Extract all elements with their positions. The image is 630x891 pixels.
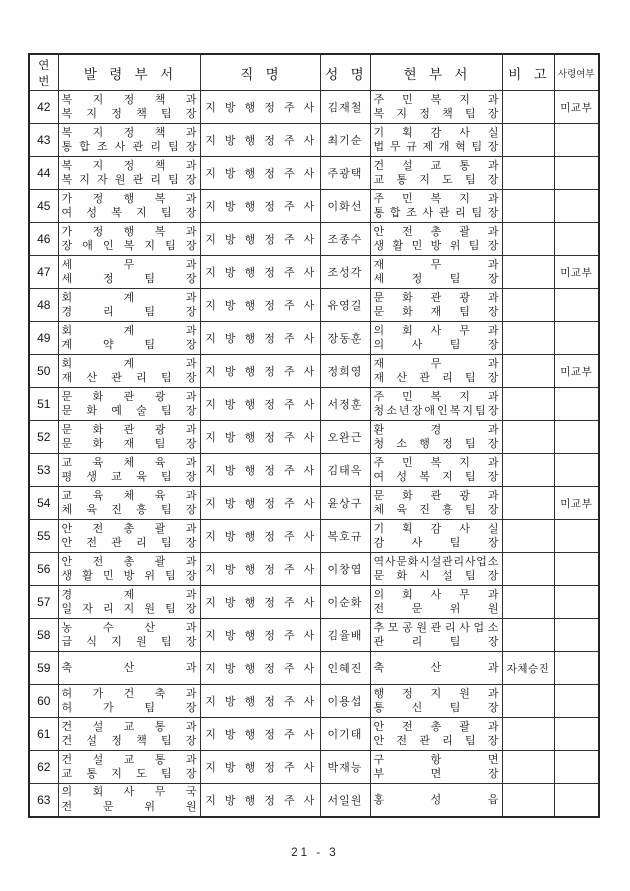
remarks-cell (502, 190, 554, 223)
current-department-cell (370, 223, 502, 256)
name-cell: 유영길 (320, 289, 370, 322)
table-row (29, 91, 599, 124)
name-cell: 복호규 (320, 520, 370, 553)
current-department-cell (370, 289, 502, 322)
table-row (29, 553, 599, 586)
remarks-cell (502, 91, 554, 124)
issuance-status-cell (554, 322, 599, 355)
department-line: 재 산 관 리 팀 장 (373, 372, 499, 384)
department-line: 복 지 정 책 팀 장 (61, 108, 197, 120)
row-serial-number: 45 (29, 190, 58, 223)
row-serial-number: 48 (29, 289, 58, 322)
remarks-cell (502, 355, 554, 388)
department-line: 체 육 진 흥 팀 장 (373, 504, 499, 516)
department-line: 세 정 팀 장 (61, 273, 197, 285)
assigned-department-cell (58, 520, 200, 553)
assigned-department-cell (58, 784, 200, 817)
department-line: 청 소 행 정 팀 장 (373, 438, 499, 450)
table-row (29, 784, 599, 817)
assigned-department-cell (58, 91, 200, 124)
department-line: 경 리 팀 장 (61, 306, 197, 318)
department-line: 건 설 정 책 팀 장 (61, 735, 197, 747)
name-cell: 이창엽 (320, 553, 370, 586)
name-cell: 주광택 (320, 157, 370, 190)
issuance-status-cell (554, 586, 599, 619)
issuance-status-cell (554, 454, 599, 487)
issuance-status-cell (554, 421, 599, 454)
table-row (29, 718, 599, 751)
name-cell: 서정훈 (320, 388, 370, 421)
remarks-cell (502, 520, 554, 553)
current-department-cell (370, 157, 502, 190)
row-serial-number: 57 (29, 586, 58, 619)
current-department-cell (370, 322, 502, 355)
remarks-cell (502, 619, 554, 652)
header-issuance-status: 사령여부 (554, 54, 599, 91)
department-line: 복 지 정 책 팀 장 (373, 108, 499, 120)
remarks-cell (502, 784, 554, 817)
assigned-department-cell (58, 322, 200, 355)
name-cell: 이화선 (320, 190, 370, 223)
department-line: 통 신 팀 장 (373, 702, 499, 714)
issuance-status-cell (554, 685, 599, 718)
current-department-cell (370, 619, 502, 652)
department-line: 회 계 과 (61, 291, 197, 304)
row-serial-number: 51 (29, 388, 58, 421)
current-department-cell (370, 652, 502, 685)
department-line: 여 성 복 지 팀 장 (373, 471, 499, 483)
job-title-cell: 지 방 행 정 주 사 (200, 784, 320, 817)
table-row (29, 256, 599, 289)
job-title-cell: 지 방 행 정 주 사 (200, 553, 320, 586)
current-department-cell (370, 256, 502, 289)
issuance-status-cell (554, 718, 599, 751)
row-serial-number: 54 (29, 487, 58, 520)
issuance-status-cell: 미교부 (554, 355, 599, 388)
issuance-status-cell (554, 157, 599, 190)
assigned-department-cell (58, 157, 200, 190)
assigned-department-cell (58, 124, 200, 157)
current-department-cell (370, 421, 502, 454)
assigned-department-cell (58, 421, 200, 454)
department-line: 기 획 감 사 실 (373, 522, 499, 535)
department-line: 문 화 시 설 팀 장 (373, 570, 499, 582)
department-line: 전 문 위 원 (373, 603, 499, 615)
name-cell: 김재철 (320, 91, 370, 124)
department-line: 여 성 복 지 팀 장 (61, 207, 197, 219)
table-row (29, 289, 599, 322)
table-row (29, 586, 599, 619)
issuance-status-cell (554, 553, 599, 586)
remarks-cell (502, 553, 554, 586)
assigned-department-cell (58, 289, 200, 322)
job-title-cell: 지 방 행 정 주 사 (200, 91, 320, 124)
department-line: 허 가 팀 장 (61, 702, 197, 714)
job-title-cell: 지 방 행 정 주 사 (200, 586, 320, 619)
name-cell: 조성각 (320, 256, 370, 289)
job-title-cell: 지 방 행 정 주 사 (200, 256, 320, 289)
current-department-cell (370, 124, 502, 157)
department-line: 회 계 과 (61, 324, 197, 337)
remarks-cell (502, 322, 554, 355)
assigned-department-cell (58, 553, 200, 586)
name-cell: 이순화 (320, 586, 370, 619)
assigned-department-cell (58, 223, 200, 256)
department-line: 주 민 복 지 과 (373, 93, 499, 106)
row-serial-number: 46 (29, 223, 58, 256)
remarks-cell (502, 586, 554, 619)
department-line: 통 합 조 사 관 리 팀 장 (61, 141, 197, 153)
header-serial-number: 연번 (29, 54, 58, 91)
row-serial-number: 58 (29, 619, 58, 652)
issuance-status-cell (554, 652, 599, 685)
department-line: 생 활 민 방 위 팀 장 (61, 570, 197, 582)
table-row (29, 421, 599, 454)
job-title-cell: 지 방 행 정 주 사 (200, 718, 320, 751)
department-line: 문 화 관 광 과 (373, 489, 499, 502)
row-serial-number: 47 (29, 256, 58, 289)
table-row (29, 388, 599, 421)
assigned-department-cell (58, 388, 200, 421)
department-line: 일 자 리 지 원 팀 장 (61, 603, 197, 615)
assigned-department-cell (58, 190, 200, 223)
department-line: 가 정 행 복 과 (61, 192, 197, 205)
issuance-status-cell (554, 223, 599, 256)
name-cell: 박재능 (320, 751, 370, 784)
assigned-department-cell (58, 652, 200, 685)
department-line: 생 활 민 방 위 팀 장 (373, 240, 499, 252)
table-row (29, 322, 599, 355)
issuance-status-cell (554, 751, 599, 784)
remarks-cell (502, 157, 554, 190)
table-row (29, 520, 599, 553)
current-department-cell (370, 520, 502, 553)
department-line: 통 합 조 사 관 리 팀 장 (373, 207, 499, 219)
current-department-cell (370, 553, 502, 586)
department-line: 교 육 체 육 과 (61, 489, 197, 502)
current-department-cell (370, 454, 502, 487)
name-cell: 인혜진 (320, 652, 370, 685)
issuance-status-cell (554, 190, 599, 223)
department-line: 문 화 예 술 팀 장 (61, 405, 197, 417)
department-line: 안 전 관 리 팀 장 (373, 735, 499, 747)
department-line: 감 사 팀 장 (373, 537, 499, 549)
remarks-cell (502, 487, 554, 520)
job-title-cell: 지 방 행 정 주 사 (200, 289, 320, 322)
row-serial-number: 59 (29, 652, 58, 685)
department-line: 체 육 진 흥 팀 장 (61, 504, 197, 516)
name-cell: 이용섭 (320, 685, 370, 718)
table-row (29, 619, 599, 652)
remarks-cell (502, 718, 554, 751)
department-line: 허 가 건 축 과 (61, 687, 197, 700)
current-department-cell (370, 487, 502, 520)
job-title-cell: 지 방 행 정 주 사 (200, 223, 320, 256)
table-row (29, 487, 599, 520)
row-serial-number: 61 (29, 718, 58, 751)
remarks-cell (502, 685, 554, 718)
department-line: 세 정 팀 장 (373, 273, 499, 285)
job-title-cell: 지 방 행 정 주 사 (200, 124, 320, 157)
table-header (29, 54, 599, 91)
job-title-cell: 지 방 행 정 주 사 (200, 322, 320, 355)
job-title-cell: 지 방 행 정 주 사 (200, 685, 320, 718)
department-line: 주 민 복 지 과 (373, 192, 499, 205)
remarks-cell (502, 421, 554, 454)
table-row (29, 652, 599, 685)
row-serial-number: 52 (29, 421, 58, 454)
name-cell: 정희영 (320, 355, 370, 388)
department-line: 복 지 정 책 과 (61, 93, 197, 106)
table-row (29, 685, 599, 718)
job-title-cell: 지 방 행 정 주 사 (200, 652, 320, 685)
row-serial-number: 62 (29, 751, 58, 784)
name-cell: 서일원 (320, 784, 370, 817)
department-line: 평 생 교 육 팀 장 (61, 471, 197, 483)
remarks-cell (502, 223, 554, 256)
department-line: 구 항 면 (373, 753, 499, 766)
department-line: 건 설 교 통 과 (373, 159, 499, 172)
department-line: 관 리 팀 장 (373, 636, 499, 648)
header-job-title: 직 명 (200, 54, 320, 91)
table-row (29, 190, 599, 223)
department-line: 안 전 총 괄 과 (373, 720, 499, 733)
department-line: 주 민 복 지 과 (373, 390, 499, 403)
table-row (29, 751, 599, 784)
issuance-status-cell (554, 289, 599, 322)
department-line: 재 산 관 리 팀 장 (61, 372, 197, 384)
department-line: 문 화 관 광 과 (373, 291, 499, 304)
department-line: 재 무 과 (373, 258, 499, 271)
assigned-department-cell (58, 487, 200, 520)
current-department-cell (370, 190, 502, 223)
department-line: 회 계 과 (61, 357, 197, 370)
name-cell: 장동훈 (320, 322, 370, 355)
remarks-cell (502, 256, 554, 289)
row-serial-number: 56 (29, 553, 58, 586)
department-line: 세 무 과 (61, 258, 197, 271)
department-line: 기 획 감 사 실 (373, 126, 499, 139)
job-title-cell: 지 방 행 정 주 사 (200, 751, 320, 784)
name-cell: 김태옥 (320, 454, 370, 487)
department-line: 의 회 사 무 과 (373, 588, 499, 601)
department-line: 축 산 과 (373, 661, 499, 674)
department-line: 의 회 사 무 국 (61, 786, 197, 799)
row-serial-number: 50 (29, 355, 58, 388)
row-serial-number: 49 (29, 322, 58, 355)
job-title-cell: 지 방 행 정 주 사 (200, 454, 320, 487)
department-line: 청 소 년 장 애 인 복 지 팀 장 (373, 405, 499, 417)
department-line: 부 면 장 (373, 768, 499, 780)
job-title-cell: 지 방 행 정 주 사 (200, 421, 320, 454)
job-title-cell: 지 방 행 정 주 사 (200, 520, 320, 553)
table-row (29, 223, 599, 256)
department-line: 교 육 체 육 과 (61, 456, 197, 469)
department-line: 역 사 문 화 시 설 관 리 사 업 소 (373, 555, 499, 568)
row-serial-number: 63 (29, 784, 58, 817)
job-title-cell: 지 방 행 정 주 사 (200, 355, 320, 388)
row-serial-number: 53 (29, 454, 58, 487)
department-line: 주 민 복 지 과 (373, 456, 499, 469)
assigned-department-cell (58, 718, 200, 751)
table-row (29, 157, 599, 190)
name-cell: 이기태 (320, 718, 370, 751)
department-line: 교 통 지 도 팀 장 (61, 768, 197, 780)
issuance-status-cell: 미교부 (554, 487, 599, 520)
job-title-cell: 지 방 행 정 주 사 (200, 157, 320, 190)
assigned-department-cell (58, 751, 200, 784)
current-department-cell (370, 718, 502, 751)
table-body (29, 91, 599, 817)
current-department-cell (370, 586, 502, 619)
department-line: 복 지 정 책 과 (61, 126, 197, 139)
department-line: 환 경 과 (373, 423, 499, 436)
department-line: 행 정 지 원 과 (373, 687, 499, 700)
department-line: 문 화 관 광 과 (61, 390, 197, 403)
header-name: 성 명 (320, 54, 370, 91)
remarks-cell: 자체승진 (502, 652, 554, 685)
department-line: 농 수 산 과 (61, 621, 197, 634)
department-line: 문 화 재 팀 장 (373, 306, 499, 318)
issuance-status-cell (554, 124, 599, 157)
department-line: 안 전 총 괄 과 (61, 522, 197, 535)
current-department-cell (370, 784, 502, 817)
department-line: 경 제 과 (61, 588, 197, 601)
department-line: 안 전 총 괄 과 (61, 555, 197, 568)
remarks-cell (502, 751, 554, 784)
assigned-department-cell (58, 256, 200, 289)
current-department-cell (370, 91, 502, 124)
department-line: 재 무 과 (373, 357, 499, 370)
issuance-status-cell: 미교부 (554, 256, 599, 289)
remarks-cell (502, 124, 554, 157)
header-assigned-department: 발 령 부 서 (58, 54, 200, 91)
row-serial-number: 55 (29, 520, 58, 553)
current-department-cell (370, 685, 502, 718)
job-title-cell: 지 방 행 정 주 사 (200, 388, 320, 421)
current-department-cell (370, 388, 502, 421)
department-line: 의 사 팀 장 (373, 339, 499, 351)
name-cell: 윤상구 (320, 487, 370, 520)
page-number: 21 - 3 (291, 847, 339, 859)
assigned-department-cell (58, 685, 200, 718)
department-line: 문 화 재 팀 장 (61, 438, 197, 450)
department-line: 홍 성 읍 (373, 793, 499, 806)
department-line: 안 전 총 괄 과 (373, 225, 499, 238)
department-line: 교 통 지 도 팀 장 (373, 174, 499, 186)
department-line: 추 모 공 원 관 리 사 업 소 (373, 621, 499, 634)
department-line: 안 전 관 리 팀 장 (61, 537, 197, 549)
remarks-cell (502, 454, 554, 487)
department-line: 급 식 지 원 팀 장 (61, 636, 197, 648)
name-cell: 최기순 (320, 124, 370, 157)
assigned-department-cell (58, 454, 200, 487)
remarks-cell (502, 289, 554, 322)
name-cell: 오완근 (320, 421, 370, 454)
table-row (29, 124, 599, 157)
current-department-cell (370, 355, 502, 388)
row-serial-number: 44 (29, 157, 58, 190)
department-line: 전 문 위 원 (61, 800, 197, 813)
header-current-department: 현 부 서 (370, 54, 502, 91)
table-row (29, 454, 599, 487)
row-serial-number: 42 (29, 91, 58, 124)
issuance-status-cell (554, 520, 599, 553)
personnel-assignment-table (28, 53, 600, 818)
department-line: 건 설 교 통 과 (61, 753, 197, 766)
department-line: 축 산 과 (61, 661, 197, 674)
department-line: 문 화 관 광 과 (61, 423, 197, 436)
issuance-status-cell: 미교부 (554, 91, 599, 124)
department-line: 법 무 규 제 개 혁 팀 장 (373, 141, 499, 153)
department-line: 계 약 팀 장 (61, 339, 197, 351)
department-line: 장 애 인 복 지 팀 장 (61, 240, 197, 252)
department-line: 의 회 사 무 과 (373, 324, 499, 337)
table-header-row (29, 54, 599, 91)
assigned-department-cell (58, 586, 200, 619)
row-serial-number: 43 (29, 124, 58, 157)
assigned-department-cell (58, 619, 200, 652)
job-title-cell: 지 방 행 정 주 사 (200, 487, 320, 520)
department-line: 건 설 교 통 과 (61, 720, 197, 733)
header-remarks: 비 고 (502, 54, 554, 91)
issuance-status-cell (554, 619, 599, 652)
row-serial-number: 60 (29, 685, 58, 718)
table-row (29, 355, 599, 388)
name-cell: 김율배 (320, 619, 370, 652)
job-title-cell: 지 방 행 정 주 사 (200, 190, 320, 223)
current-department-cell (370, 751, 502, 784)
issuance-status-cell (554, 784, 599, 817)
assigned-department-cell (58, 355, 200, 388)
issuance-status-cell (554, 388, 599, 421)
department-line: 복 지 자 원 관 리 팀 장 (61, 174, 197, 186)
department-line: 가 정 행 복 과 (61, 225, 197, 238)
remarks-cell (502, 388, 554, 421)
job-title-cell: 지 방 행 정 주 사 (200, 619, 320, 652)
department-line: 복 지 정 책 과 (61, 159, 197, 172)
name-cell: 조종수 (320, 223, 370, 256)
